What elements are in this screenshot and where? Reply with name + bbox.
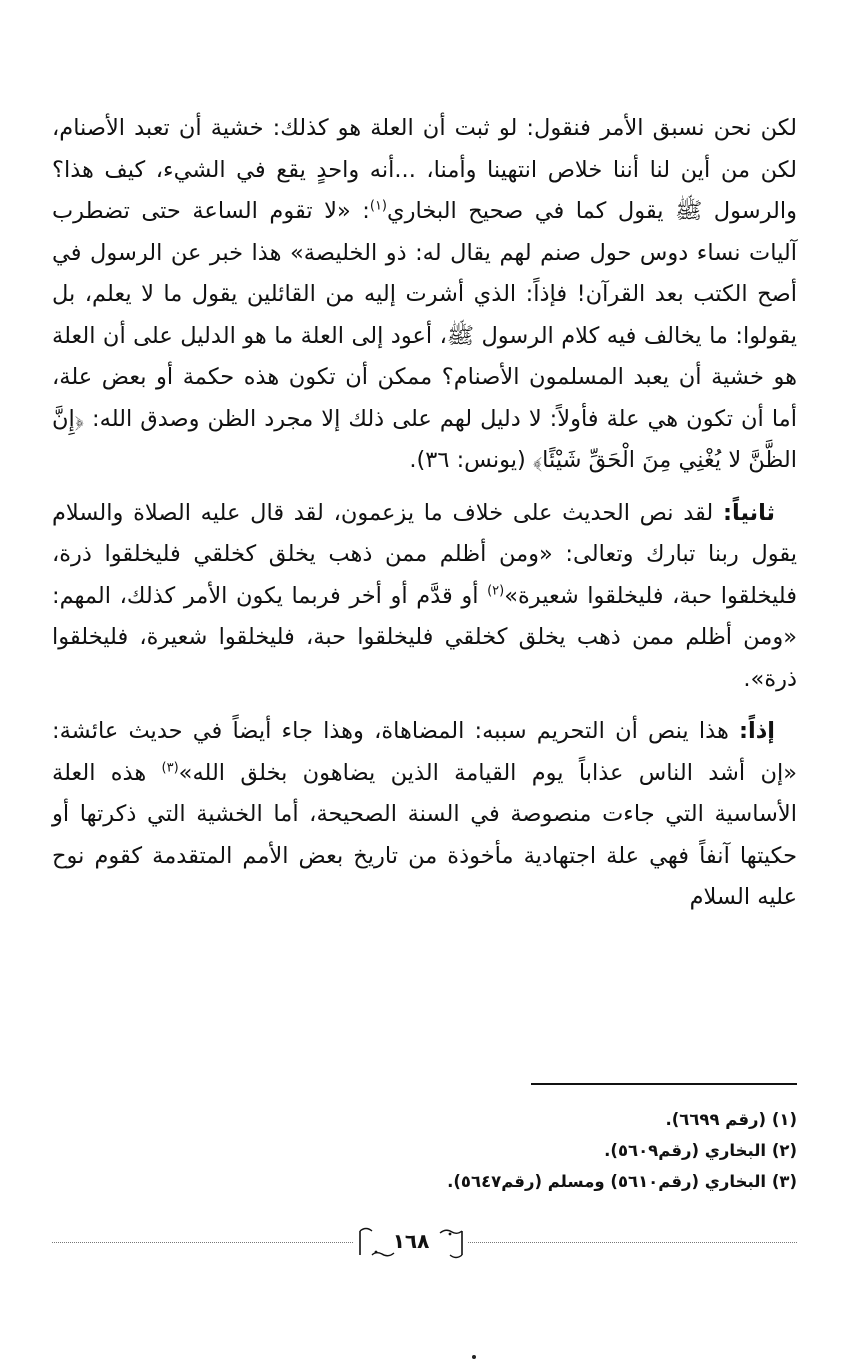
paragraph-2: [52, 493, 797, 701]
footnote-2: (٢) البخاري (رقم٥٦٠٩).: [604, 1141, 797, 1160]
paragraph-1-line-1: لكن نحن نسبق الأمر فنقول: لو ثبت أن العلة هو كذلك: خشية أن تعبد الأصنام،: [52, 115, 797, 141]
footnote-3: (٣) البخاري (رقم٥٦١٠) ومسلم (رقم٥٦٤٧).: [447, 1172, 797, 1191]
paragraph-3-text-b: هذه العلة الأساسية التي جاءت منصوصة في السنة الصحيحة، أما الخشية التي ذكرتها أو حكيتها آنفاً فهي علة اجتهادية مأخوذة من تاريخ بعض الأمم المتقدمة كقوم نوح عليه السلام: [52, 759, 797, 910]
paragraph-1: [52, 108, 797, 482]
paragraph-3-text-a: هذا ينص أن التحريم سببه: المضاهاة، وهذا جاء أيضاً في حديث عائشة: «إن أشد الناس عذاباً يوم القيامة الذين يضاهون بخلق الله»: [52, 718, 797, 786]
paragraph-2-text-a: لقد نص الحديث على خلاف ما يزعمون، لقد قال عليه الصلاة والسلام يقول ربنا تبارك وتعالى: «ومن أظلم ممن ذهب يخلق كخلقي فليخلقوا ذرة، فليخلقوا حبة، فليخلقوا شعيرة»: [52, 499, 797, 609]
paragraph-1-line-3: والرسول ﷺ يقول كما في صحيح البخاري: [387, 198, 797, 224]
footnote-ref-3: (٣): [161, 760, 179, 775]
main-text: [52, 108, 797, 919]
paragraph-1-line-2: لكن من أين لنا أننا خلاص انتهينا وأمنا، ...أنه واحدٍ يقع في الشيء، كيف هذا؟: [52, 156, 797, 183]
footnote-ref-2: (٢): [487, 583, 505, 598]
paragraph-1-rest: : «لا تقوم الساعة حتى تضطرب آليات نساء دوس حول صنم لهم يقال له: ذو الخليصة» هذا خبر عن الرسول في أصح الكتب بعد القرآن! فإذاً: الذي أشرت إليه من القائلين يقول ما لا يعلم، بل يقولوا: ما يخالف فيه كلام الرسول ﷺ، أعود إلى العلة ما هو الدليل على أن العلة هو خشية أن يعبد المسلمون الأصنام؟ ممكن أن تكون هذه حكمة أو بعض علة، أما أن تكون هي علة فأولاً: لا دليل لهم على ذلك إلا مجرد الظن وصدق الله: ﴿إِنَّ الظَّنَّ لا يُغْنِي مِنَ الْحَقِّ شَيْئًا﴾ (يونس: ٣٦).: [52, 198, 797, 473]
page-number-ornament: [354, 1225, 468, 1261]
page-number: ١٦٨: [392, 1229, 430, 1253]
footnote-1: (١) (رقم ٦٦٩٩).: [665, 1110, 797, 1129]
footnote-ref-1: (١): [369, 198, 387, 214]
paragraph-3: [52, 711, 797, 919]
paragraph-2-lead: ثانياً:: [723, 499, 775, 526]
footnote-separator: [531, 1083, 797, 1085]
dot-mark: [472, 1355, 476, 1359]
paragraph-3-lead: إذاً:: [739, 718, 775, 744]
paragraph-2-text-b: أو قدَّم أو أخر فربما يكون الأمر كذلك، المهم: «ومن أظلم ممن ذهب يخلق كخلقي فليخلقوا حبة، فليخلقوا شعيرة، فليخلقوا ذرة».: [52, 582, 797, 692]
footnotes: [52, 1104, 797, 1197]
